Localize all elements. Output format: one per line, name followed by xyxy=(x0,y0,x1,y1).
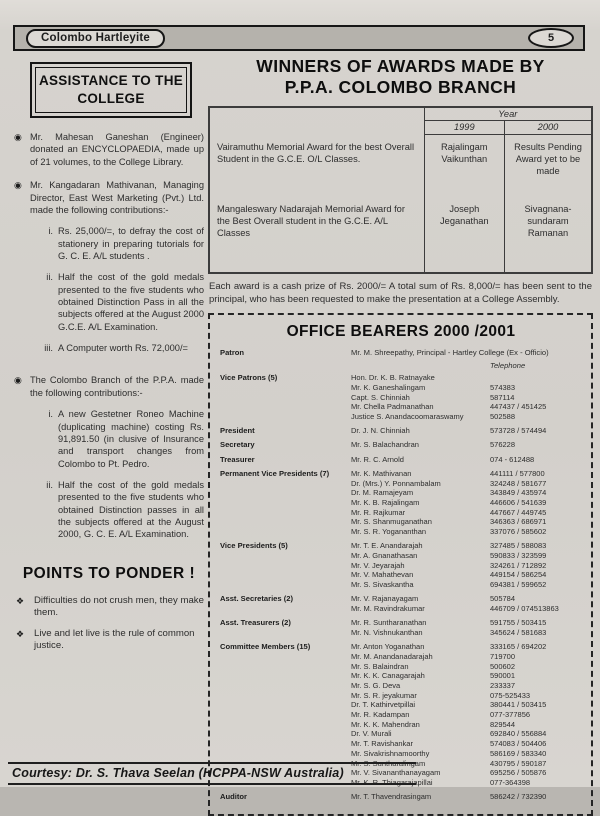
office-member-phone: 441111 / 577800 xyxy=(490,468,545,478)
office-member-name: Mr. R. Suntharanathan xyxy=(351,618,427,628)
office-member-phone: 074 - 612488 xyxy=(490,454,535,464)
office-member-phone: 829544 xyxy=(490,719,516,729)
office-member-phone: 505784 xyxy=(490,594,516,604)
courtesy-line: Courtesy: Dr. S. Thava Seelan (HCPPA-NSW Australia) xyxy=(8,762,416,785)
office-member-phone: 346363 / 686971 xyxy=(490,517,547,527)
office-member-phone: 586242 / 732390 xyxy=(490,792,547,802)
office-member-row xyxy=(351,604,582,614)
office-member-phone: 446606 / 541639 xyxy=(490,497,547,507)
patron-role: Patron xyxy=(220,348,245,358)
office-role: Permanent Vice Presidents (7) xyxy=(220,468,330,478)
office-member-name: Dr. V. Murali xyxy=(351,729,392,739)
assistance-subitem xyxy=(39,342,204,354)
office-member-name: Mr. K. K. Mahendran xyxy=(351,719,420,729)
assistance-subitems xyxy=(30,225,204,354)
office-member-phone: 719700 xyxy=(490,651,516,661)
office-member-name: Mr. S. Sivaskantha xyxy=(351,580,414,590)
assistance-subitem-number: ii. xyxy=(46,480,53,490)
award-row-1-name: Vairamuthu Memorial Award for the best Overall Student in the G.C.E. O/L Classes. xyxy=(217,141,415,164)
assistance-item-text: Mr. Kangadaran Mathivanan, Managing Director, East West Marketing (Pvt.) Ltd. made the following contributions:- xyxy=(30,180,204,215)
award-row-1-winner-1999: Rajalingam Vaikunthan xyxy=(441,142,488,165)
assistance-item-text: Mr. Mahesan Ganeshan (Engineer) donated an ENCYCLOPAEDIA, made up of 21 volumes, to the College Library. xyxy=(30,132,204,167)
office-member-name: Mr. K. Mathivanan xyxy=(351,468,412,478)
awards-col-2000: 2000 xyxy=(505,121,592,135)
office-member-name: Dr. M. Ramajeyam xyxy=(351,488,414,498)
office-bearers-group xyxy=(220,440,582,450)
awards-note: Each award is a cash prize of Rs. 2000/= A total sum of Rs. 8,000/= has been sent to the principal, who has been requested to make the presentation at a College Assembly. xyxy=(209,281,592,305)
office-bearers-group xyxy=(220,455,582,465)
office-member-phone: 591755 / 503415 xyxy=(490,618,547,628)
office-group-members xyxy=(351,792,582,802)
office-member-name: Dr. J. N. Chinniah xyxy=(351,426,410,436)
office-member-phone: 502588 xyxy=(490,412,516,422)
office-member-row xyxy=(351,720,582,730)
office-member-row xyxy=(351,594,582,604)
office-group-members xyxy=(351,426,582,436)
office-member-row xyxy=(351,383,582,393)
office-member-row xyxy=(351,508,582,518)
office-member-name: Mr. V. Jeyarajah xyxy=(351,560,405,570)
assistance-subitem-number: iii. xyxy=(44,343,53,354)
assistance-subitems xyxy=(30,408,204,541)
office-member-name: Mr. S. R. Yogananthan xyxy=(351,527,427,537)
assistance-subitem-text: Rs. 25,000/=, to defray the cost of stationery in preparing tutorials for G. C. E. A/L students . xyxy=(58,226,204,261)
office-member-row xyxy=(351,498,582,508)
office-role: Asst. Secretaries (2) xyxy=(220,594,294,604)
office-member-phone: 576228 xyxy=(490,440,516,450)
office-member-name: Mr. Sivakrishnamoorthy xyxy=(351,748,430,758)
assistance-subitem xyxy=(39,271,204,333)
office-role: President xyxy=(220,426,255,436)
office-role: Asst. Treasurers (2) xyxy=(220,618,291,628)
office-member-name: Mr. R. Rajkumar xyxy=(351,507,406,517)
masthead-tab: Colombo Hartleyite xyxy=(26,29,165,48)
award-row-2-name: Mangaleswary Nadarajah Memorial Award for the Best Overall student in the G.C.E. A/L Classes xyxy=(217,203,405,238)
assistance-items xyxy=(14,131,204,550)
ring-bullet-icon: ◉ xyxy=(14,375,22,386)
office-bearers-group xyxy=(220,792,582,802)
office-member-name: Mr. A. Gnanathasan xyxy=(351,551,418,560)
office-member-name: Mr. K. K. Canagarajah xyxy=(351,671,425,681)
office-member-row xyxy=(351,739,582,749)
office-member-phone: 324248 / 581677 xyxy=(490,478,547,488)
office-member-name: Mr. S. G. Deva xyxy=(351,680,401,690)
office-member-phone: 430795 / 590187 xyxy=(490,758,547,768)
office-role: Auditor xyxy=(220,792,247,802)
office-bearers-title: OFFICE BEARERS 2000 /2001 xyxy=(286,323,516,341)
office-bearers-group xyxy=(220,541,582,590)
office-group-members xyxy=(351,469,582,537)
office-member-row xyxy=(351,541,582,551)
office-bearers-group xyxy=(220,469,582,537)
office-group-members xyxy=(351,455,582,465)
office-member-phone: 233337 xyxy=(490,680,516,690)
page-number-badge: 5 xyxy=(528,28,574,48)
office-member-row xyxy=(351,561,582,571)
office-member-name: Mr. T. E. Anandarajah xyxy=(351,541,423,551)
office-member-name: Mr. K. R. Thiagarajapillai xyxy=(351,777,433,787)
award-row-2-winner-1999: Joseph Jeganathan xyxy=(440,204,489,227)
assistance-item xyxy=(14,179,204,363)
office-member-row xyxy=(351,729,582,739)
office-member-row xyxy=(351,671,582,681)
diamond-bullet-icon: ❖ xyxy=(16,628,25,639)
office-member-phone: 590833 / 323599 xyxy=(490,551,547,560)
office-group-members xyxy=(351,618,582,637)
ring-bullet-icon: ◉ xyxy=(14,132,22,143)
office-member-row xyxy=(351,402,582,412)
ponder-item xyxy=(14,628,204,653)
office-member-row xyxy=(351,412,582,422)
office-member-name: Mr. S. R. jeyakumar xyxy=(351,690,417,700)
assistance-subitem-text: A Computer worth Rs. 72,000/= xyxy=(58,343,188,354)
office-role: Treasurer xyxy=(220,454,255,464)
office-member-row xyxy=(351,570,582,580)
office-member-name: Dr. T. Kathirvetpillai xyxy=(351,700,416,710)
assistance-subitem xyxy=(39,408,204,470)
office-member-name: Mr. R. C. Arnold xyxy=(351,454,404,464)
awards-year-header: Year xyxy=(424,107,592,121)
office-member-phone: 447437 / 451425 xyxy=(490,402,547,412)
office-member-row xyxy=(351,710,582,720)
ponder-item xyxy=(14,595,204,620)
office-member-phone: 692840 / 556884 xyxy=(490,729,547,739)
office-member-row xyxy=(351,792,582,802)
office-member-phone: 337076 / 585602 xyxy=(490,527,547,537)
office-member-phone: 449154 / 586254 xyxy=(490,570,547,580)
office-member-name: Mr. V. Sivananthanayagam xyxy=(351,768,441,778)
office-member-phone: 343849 / 435974 xyxy=(490,488,547,498)
office-group-members xyxy=(351,594,582,613)
office-member-phone: 380441 / 503415 xyxy=(490,700,547,710)
office-role: Vice Presidents (5) xyxy=(220,541,288,551)
office-member-row xyxy=(351,373,582,383)
assistance-item xyxy=(14,374,204,549)
awards-title-line2: P.P.A. COLOMBO BRANCH xyxy=(284,77,517,97)
office-member-row xyxy=(351,691,582,701)
office-group-members xyxy=(351,440,582,450)
office-member-phone: 075-525433 xyxy=(490,690,531,700)
office-bearers-group xyxy=(220,594,582,613)
ponder-item-text: Difficulties do not crush men, they make them. xyxy=(34,594,204,619)
awards-corner-cell xyxy=(209,107,424,135)
office-member-phone xyxy=(490,373,582,383)
assistance-item-text: The Colombo Branch of the P.P.A. made the following contributions:- xyxy=(30,375,204,398)
diamond-bullet-icon: ❖ xyxy=(16,595,25,606)
office-member-row xyxy=(351,618,582,628)
left-column xyxy=(14,62,204,661)
office-member-phone: 324261 / 712892 xyxy=(490,560,547,570)
assistance-subitem xyxy=(39,479,204,541)
office-member-phone: 077-364398 xyxy=(490,777,531,787)
assistance-item-body xyxy=(30,179,204,363)
office-member-name: Capt. S. Chinniah xyxy=(351,392,410,402)
office-member-row xyxy=(351,455,582,465)
office-bearers-group xyxy=(220,426,582,436)
office-member-name: Hon. Dr. K. B. Ratnayake xyxy=(351,373,435,383)
office-member-name: Mr. V. Rajanayagam xyxy=(351,594,419,604)
patron-name: Mr. M. Shreepathy, Principal - Hartley College (Ex - Officio) xyxy=(351,348,549,358)
office-member-name: Mr. Chella Padmanathan xyxy=(351,402,434,412)
office-member-name: Mr. Anton Yoganathan xyxy=(351,642,425,652)
telephone-label: Telephone xyxy=(490,361,526,371)
award-row-2-winner-2000: Sivagnana- sundaram Ramanan xyxy=(524,204,572,239)
office-member-row xyxy=(351,440,582,450)
office-member-name: Mr. S. Suntharalingam xyxy=(351,758,426,768)
office-member-row xyxy=(351,700,582,710)
office-member-phone: 574383 xyxy=(490,382,516,392)
office-member-phone: 694381 / 599652 xyxy=(490,580,547,590)
assistance-subitem xyxy=(39,225,204,262)
office-member-name: Mr. M. Anandanadarajah xyxy=(351,651,433,661)
office-member-row xyxy=(351,749,582,759)
office-member-phone: 345624 / 581683 xyxy=(490,627,547,637)
office-member-phone: 574083 / 504406 xyxy=(490,739,547,749)
office-member-row xyxy=(351,426,582,436)
awards-2000-cell xyxy=(505,135,592,274)
office-member-row xyxy=(351,469,582,479)
office-member-name: Mr. N. Vishnukanthan xyxy=(351,627,423,637)
office-group-members xyxy=(351,541,582,590)
office-member-row xyxy=(351,551,582,561)
ponder-item-text: Live and let live is the rule of common justice. xyxy=(34,627,195,652)
office-member-name: Mr. T. Thavendrasingam xyxy=(351,792,432,802)
office-bearers-groups xyxy=(220,373,582,802)
office-member-name: Mr. M. Ravindrakumar xyxy=(351,604,425,614)
office-member-row xyxy=(351,527,582,537)
assistance-item-body xyxy=(30,374,204,549)
awards-title xyxy=(208,56,593,98)
awards-1999-cell xyxy=(424,135,504,274)
office-member-name: Justice S. Anandacoomaraswamy xyxy=(351,412,464,422)
office-member-name: Mr. S. Balachandran xyxy=(351,440,419,450)
office-member-row xyxy=(351,580,582,590)
office-member-row xyxy=(351,488,582,498)
office-member-row xyxy=(351,393,582,403)
office-member-name: Dr. (Mrs.) Y. Ponnambalam xyxy=(351,478,441,488)
office-member-phone: 447667 / 449745 xyxy=(490,507,547,517)
award-row-1-winner-2000: Results Pending Award yet to be made xyxy=(514,142,582,177)
assistance-item-body xyxy=(30,131,204,168)
office-member-phone: 587114 xyxy=(490,392,515,402)
office-member-phone: 077-377856 xyxy=(490,710,531,720)
office-member-phone: 333165 / 694202 xyxy=(490,642,547,652)
ring-bullet-icon: ◉ xyxy=(14,180,22,191)
assistance-subitem-text: Half the cost of the gold medals presented to the five students who obtained Distinction passes in all the subjects offered at the August 2000, G. C. E. A/L Examination. xyxy=(58,480,204,540)
office-member-row xyxy=(351,652,582,662)
assistance-title: ASSISTANCE TO THE COLLEGE xyxy=(30,62,192,118)
awards-name-cell xyxy=(209,135,424,274)
office-role: Committee Members (15) xyxy=(220,642,311,652)
awards-title-line1: WINNERS OF AWARDS MADE BY xyxy=(256,56,545,76)
office-member-row xyxy=(351,517,582,527)
office-member-phone: 446709 / 074513863 xyxy=(490,604,559,614)
ponder-title: POINTS TO PONDER ! xyxy=(22,564,196,582)
assistance-subitem-text: A new Gestetner Roneo Machine (duplicating machine) costing Rs. 91,891.50 (in clusive of Insurance and transport changes from Colombo to Pt. Pedro. xyxy=(58,409,204,469)
office-member-phone: 590001 xyxy=(490,671,516,681)
assistance-item xyxy=(14,131,204,168)
office-member-name: Mr. S. Shanmuganathan xyxy=(351,517,432,527)
office-member-name: Mr. K. B. Rajalingam xyxy=(351,497,420,507)
office-member-phone: 586169 / 583340 xyxy=(490,748,547,758)
assistance-subitem-number: ii. xyxy=(46,272,53,283)
office-member-phone: 327485 / 588083 xyxy=(490,541,547,551)
office-member-phone: 573728 / 574494 xyxy=(490,426,547,436)
awards-col-1999: 1999 xyxy=(424,121,504,135)
office-member-phone: 695256 / 505876 xyxy=(490,768,547,778)
masthead-bar xyxy=(13,25,585,51)
office-member-row xyxy=(351,642,582,652)
office-member-row xyxy=(351,662,582,672)
awards-table xyxy=(208,106,593,274)
office-member-row xyxy=(351,681,582,691)
office-member-name: Mr. S. Balaindran xyxy=(351,661,409,671)
assistance-subitem-number: i. xyxy=(48,226,53,237)
office-member-row xyxy=(351,479,582,489)
assistance-subitem-text: Half the cost of the gold medals presented to the five students who obtained Distinction Pass in all the subjects offered at the August 2000 G.C.E. A/L Examination. xyxy=(58,272,204,332)
office-bearers-box xyxy=(208,313,593,816)
right-column xyxy=(208,56,593,816)
office-member-phone: 500602 xyxy=(490,661,516,671)
office-member-name: Mr. R. Kadampan xyxy=(351,710,410,720)
office-member-name: Mr. K. Ganeshalingam xyxy=(351,382,426,392)
office-role: Secretary xyxy=(220,440,255,450)
office-bearers-group xyxy=(220,373,582,422)
patron-row xyxy=(220,348,582,358)
assistance-subitem-number: i. xyxy=(48,409,53,420)
office-role: Vice Patrons (5) xyxy=(220,373,278,383)
office-member-name: Mr. T. Ravishankar xyxy=(351,739,413,749)
ponder-items xyxy=(14,595,204,653)
office-bearers-group xyxy=(220,618,582,637)
office-member-name: Mr. V. Mahathevan xyxy=(351,570,414,580)
office-member-row xyxy=(351,628,582,638)
office-group-members xyxy=(351,373,582,422)
